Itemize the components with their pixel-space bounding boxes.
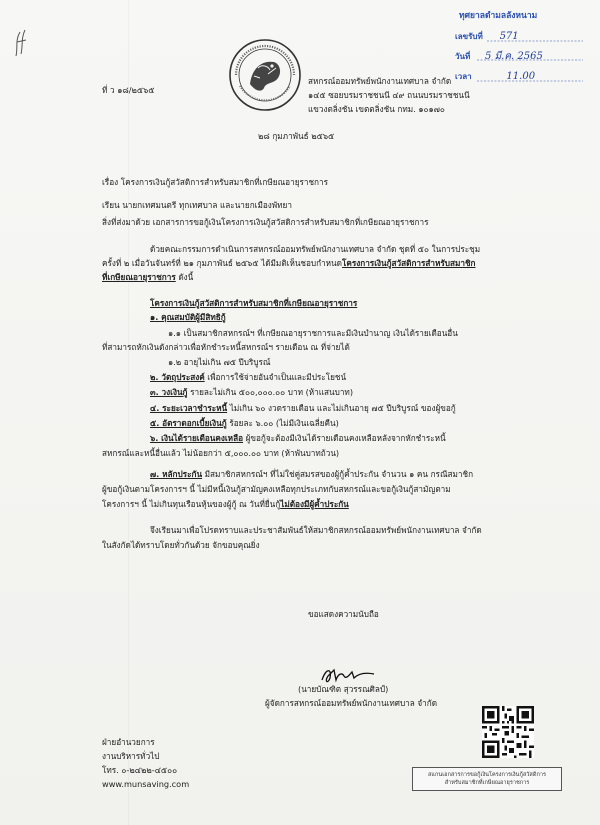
item-6-label: ๖. เงินได้รายเดือนคงเหลือ [150,433,244,443]
item-5 [150,418,339,429]
stamp-time-value: 11.00 [506,71,536,82]
item-7-cont-1: ผู้ขอกู้เงินตามโครงการฯ นี้ ไม่มีหนี้เงินกู้สามัญคงเหลือทุกประเภทกับสหกรณ์และขอกู้เงินกู้สามัญตาม [102,484,451,494]
intro-line-1: ด้วยคณะกรรมการดำเนินการสหกรณ์ออมทรัพย์พนักงานเทศบาล จำกัด ชุดที่ ๕๐ ในการประชุม [150,244,481,254]
footer-department: ฝ่ายอำนวยการ [102,737,155,747]
handwritten-signature [318,664,378,686]
qr-caption-line-2: สำหรับสมาชิกที่เกษียณอายุราชการ [444,780,530,786]
item-4-label: ๔. ระยะเวลาชำระหนี้ [150,403,228,413]
stamp-time-label: เวลา [455,72,472,81]
signer-name: (นายบัณฑิต สุวรรณศิลป์) [298,684,389,694]
footer-phone: โทร. ๐-๒๔๒๒-๔๕๐๐ [102,765,178,775]
item-6 [150,433,446,444]
intro-project-name-cont: ที่เกษียณอายุราชการ [102,272,176,282]
stamp-received-value: 571 [499,31,519,42]
stamp-title: ทุศยาลดำมลลังหนาม [459,11,538,21]
item-4-text: ไม่เกิน ๖๐ งวดรายเดือน และไม่เกินอายุ ๗๕ ปีบริบูรณ์ ของผู้ขอกู้ [227,403,456,413]
enclosure-line: สิ่งที่ส่งมาด้วย เอกสารการขอกู้เงินโครงการเงินกู้สวัสดิการสำหรับสมาชิกที่เกษียณอายุราชการ [102,217,429,227]
item-3-text: รายละไม่เกิน ๕๐๐,๐๐๐.๐๐ บาท (ห้าแสนบาท) [187,387,354,397]
item-2 [150,372,346,383]
stamp-underlines [453,4,591,88]
intro-line-3-text: ดังนี้ [175,272,194,282]
footer-website[interactable]: www.munsaving.com [102,779,190,789]
item-7-cont-2 [102,499,349,510]
item-7 [150,469,473,480]
item-6-cont: สหกรณ์และหนี้อื่นแล้ว ไม่น้อยกว่า ๕,๐๐๐.๐๐ บาท (ห้าพันบาทถ้วน) [102,448,340,458]
letter-date: ๒๘ กุมภาพันธ์ ๒๕๖๕ [258,131,335,141]
item-2-text: เพื่อการใช้จ่ายอันจำเป็นและมีประโยชน์ [204,372,347,382]
cooperative-seal-logo [228,38,302,112]
item-5-text: ร้อยละ ๖.๐๐ (ไม่มีเงินเฉลี่ยคืน) [226,418,339,428]
handwritten-margin-mark-icon [12,26,30,60]
item-3-label: ๓. วงเงินกู้ [150,387,188,397]
intro-line-2 [102,258,476,269]
closing-line-2: ในสังกัดได้ทราบโดยทั่วกันด้วย จักขอบคุณยิ่ง [102,540,260,550]
qr-caption-box [412,767,562,791]
qr-caption-line-1: สแกนเอกสารการขอกู้เงินโครงการเงินกู้สวัสดิการ [427,772,547,778]
item-4 [150,403,456,414]
item-7-cont-2-text: โครงการฯ นี้ ไม่เกินทุนเรือนหุ้นของผู้กู้ ณ วันที่ยื่นกู้ [102,499,281,509]
item-7-no-guarantor: ไม่ต้องมีผู้ค้ำประกัน [280,499,349,509]
item-6-text: ผู้ขอกู้จะต้องมีเงินได้รายเดือนคงเหลือหลังจากหักชำระหนี้ [243,433,446,443]
sender-line-1: สหกรณ์ออมทรัพย์พนักงานเทศบาล จำกัด [308,76,452,86]
subject-line: เรื่อง โครงการเงินกู้สวัสดิการสำหรับสมาชิกที่เกษียณอายุราชการ [102,177,328,187]
item-1-2: ๑.๒ อายุไม่เกิน ๗๕ ปีบริบูรณ์ [168,357,271,367]
qr-code[interactable] [482,706,534,758]
receipt-stamp [453,4,591,88]
stamp-received-label: เลขรับที่ [455,32,483,41]
item-1-1-line-a: ๑.๑ เป็นสมาชิกสหกรณ์ฯ ที่เกษียณอายุราชการและมีเงินบำนาญ เงินได้รายเดือนอื่น [168,328,458,338]
signer-title: ผู้จัดการสหกรณ์ออมทรัพย์พนักงานเทศบาล จำกัด [265,698,438,708]
item-1-heading [150,312,226,323]
item-3 [150,387,353,398]
item-7-text: มีสมาชิกสหกรณ์ฯ ที่ไม่ใช่คู่สมรสของผู้กู้ค้ำประกัน จำนวน ๑ คน กรณีสมาชิก [202,469,474,479]
intro-project-name: โครงการเงินกู้สวัสดิการสำหรับสมาชิก [341,258,476,268]
item-7-label: ๗. หลักประกัน [150,469,203,479]
item-5-label: ๕. อัตราดอกเบี้ยเงินกู้ [150,418,227,428]
intro-line-2-text: ครั้งที่ ๒ เมื่อวันจันทร์ที่ ๒๑ กุมภาพันธ์ ๒๕๖๕ ได้มีมติเห็นชอบกำหนด [102,258,342,268]
sender-line-2: ๑๔๕ ซอยบรมราชชนนี ๔๙ ถนนบรมราชชนนี [308,90,470,100]
regards: ขอแสดงความนับถือ [308,609,379,619]
section-title: โครงการเงินกู้สวัสดิการสำหรับสมาชิกที่เกษียณอายุราชการ [150,298,358,308]
stamp-date-value: 5 มี.ค. 2565 [485,51,543,62]
sender-line-3: แขวงตลิ่งชัน เขตตลิ่งชัน กทม. ๑๐๑๗๐ [308,104,445,114]
stamp-date-label: วันที่ [455,52,471,61]
item-2-label: ๒. วัตถุประสงค์ [150,372,205,382]
intro-line-3 [102,272,193,283]
document-number: ที่ ว ๑๘/๒๕๖๕ [102,85,155,95]
closing-line-1: จึงเรียนมาเพื่อโปรดทราบและประชาสัมพันธ์ให้สมาชิกสหกรณ์ออมทรัพย์พนักงานเทศบาล จำกัด [150,525,482,535]
scan-shadow [128,0,129,825]
item-1-1-line-b: ที่สามารถหักเงินดังกล่าวเพื่อหักชำระหนี้สหกรณ์ฯ รายเดือน ณ ที่จ่ายได้ [102,342,350,352]
recipient-line: เรียน นายกเทศมนตรี ทุกเทศบาล และนายกเมืองพัทยา [102,200,292,210]
item-1-title: ๑. คุณสมบัติผู้มีสิทธิกู้ [150,312,226,322]
footer-section: งานบริหารทั่วไป [102,751,160,761]
